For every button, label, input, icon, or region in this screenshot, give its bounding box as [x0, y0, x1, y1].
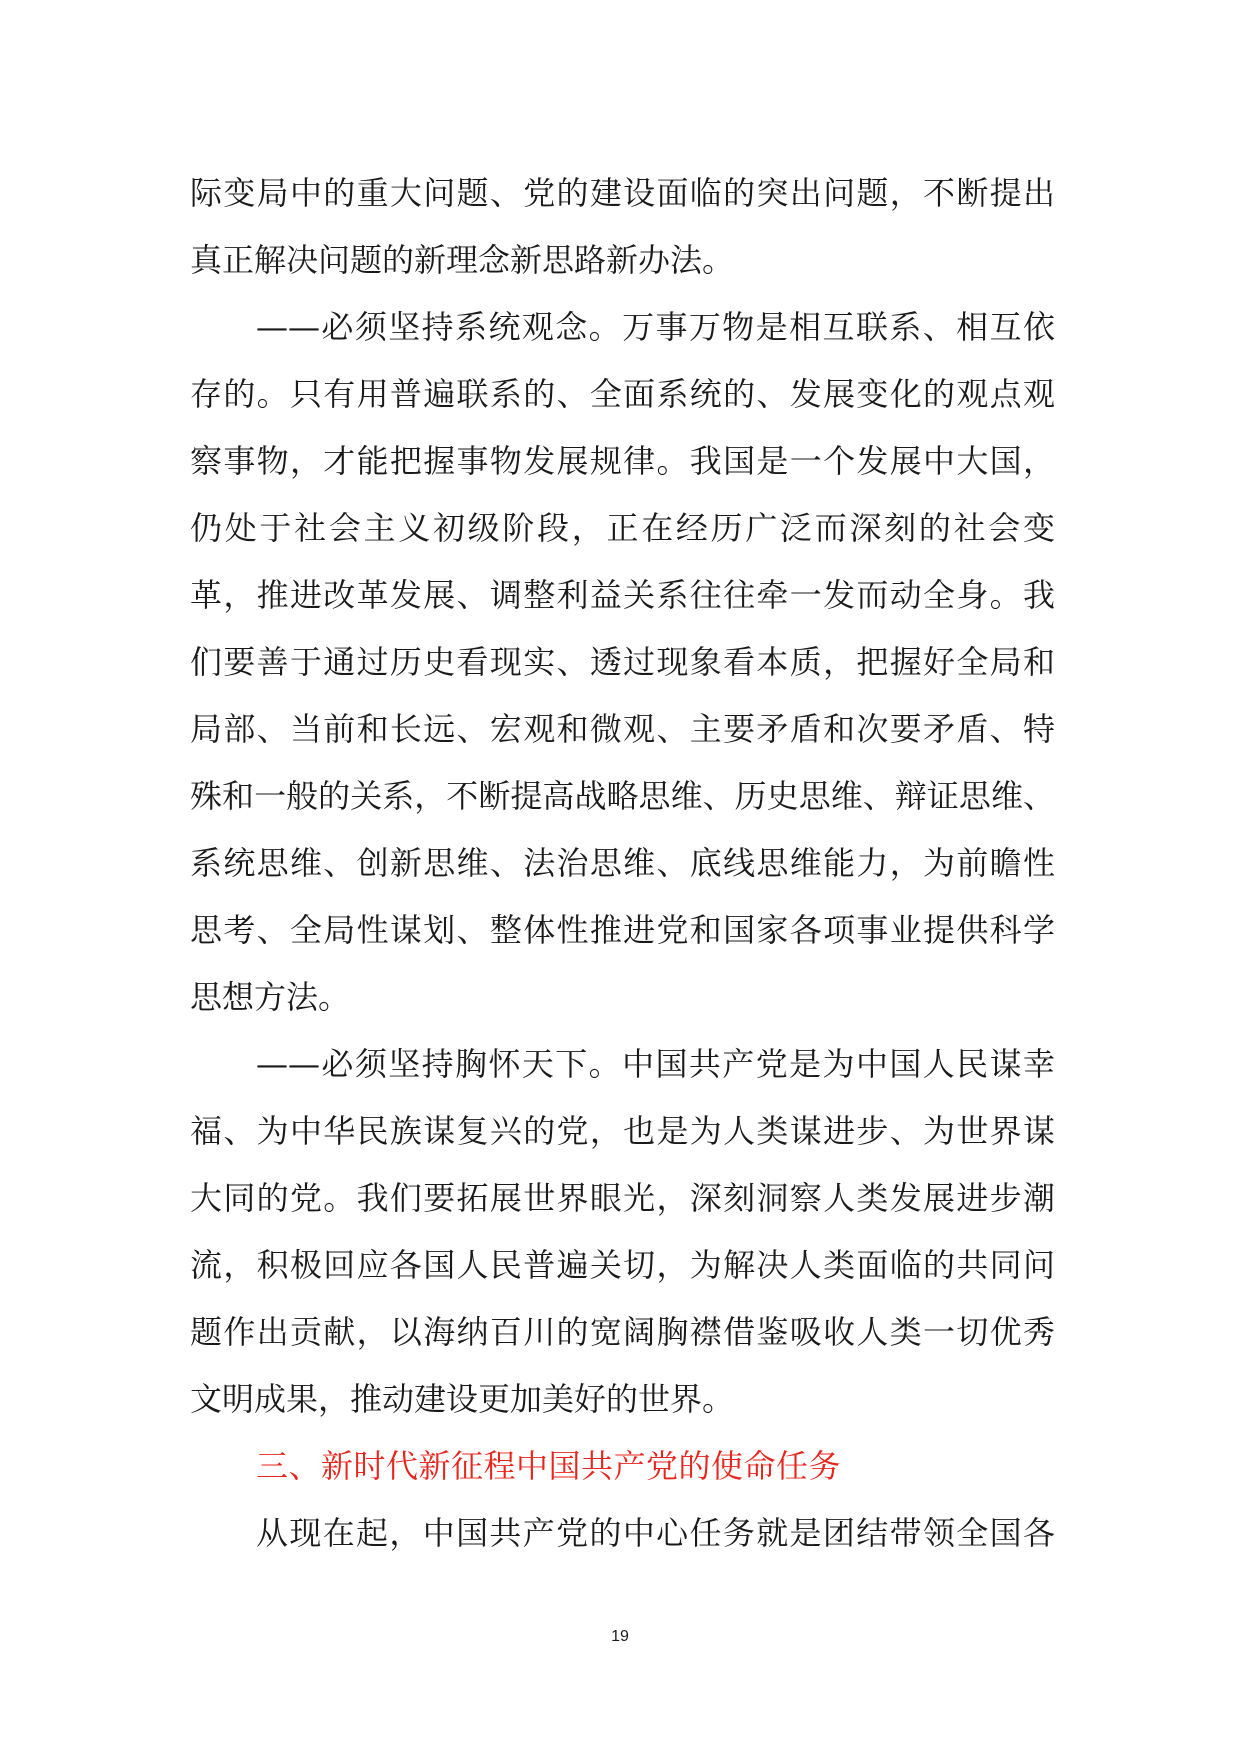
text-line: 思想方法。	[190, 978, 351, 1016]
text-line: 真正解决问题的新理念新思路新办法。	[190, 241, 735, 279]
text-line: 福、为中华民族谋复兴的党，也是为人类谋进步、为世界谋	[190, 1112, 1055, 1150]
text-line: 系统思维、创新思维、法治思维、底线思维能力，为前瞻性	[190, 844, 1055, 882]
text-line: 流，积极回应各国人民普遍关切，为解决人类面临的共同问	[190, 1246, 1055, 1284]
text-line: 文明成果，推动建设更加美好的世界。	[190, 1380, 735, 1418]
text-line: 际变局中的重大问题、党的建设面临的突出问题，不断提出	[190, 174, 1055, 212]
page-number: 19	[611, 1628, 629, 1645]
text-line: 仍处于社会主义初级阶段，正在经历广泛而深刻的社会变	[190, 509, 1055, 547]
text-line: 存的。只有用普遍联系的、全面系统的、发展变化的观点观	[190, 375, 1055, 413]
text-line: 殊和一般的关系，不断提高战略思维、历史思维、辩证思维、	[190, 777, 1055, 815]
text-line: ——必须坚持胸怀天下。中国共产党是为中国人民谋幸	[256, 1045, 1055, 1083]
text-line: 革，推进改革发展、调整利益关系往往牵一发而动全身。我	[190, 576, 1055, 614]
body-text	[190, 160, 1055, 1567]
text-line: 从现在起，中国共产党的中心任务就是团结带领全国各	[256, 1514, 1055, 1552]
text-line: 大同的党。我们要拓展世界眼光，深刻洞察人类发展进步潮	[190, 1179, 1055, 1217]
section-heading: 三、新时代新征程中国共产党的使命任务	[256, 1447, 842, 1485]
text-line: 思考、全局性谋划、整体性推进党和国家各项事业提供科学	[190, 911, 1055, 949]
text-line: 题作出贡献，以海纳百川的宽阔胸襟借鉴吸收人类一切优秀	[190, 1313, 1055, 1351]
text-line: ——必须坚持系统观念。万事万物是相互联系、相互依	[256, 308, 1055, 346]
text-line: 察事物，才能把握事物发展规律。我国是一个发展中大国，	[190, 442, 1055, 480]
text-line: 们要善于通过历史看现实、透过现象看本质，把握好全局和	[190, 643, 1055, 681]
text-line: 局部、当前和长远、宏观和微观、主要矛盾和次要矛盾、特	[190, 710, 1055, 748]
